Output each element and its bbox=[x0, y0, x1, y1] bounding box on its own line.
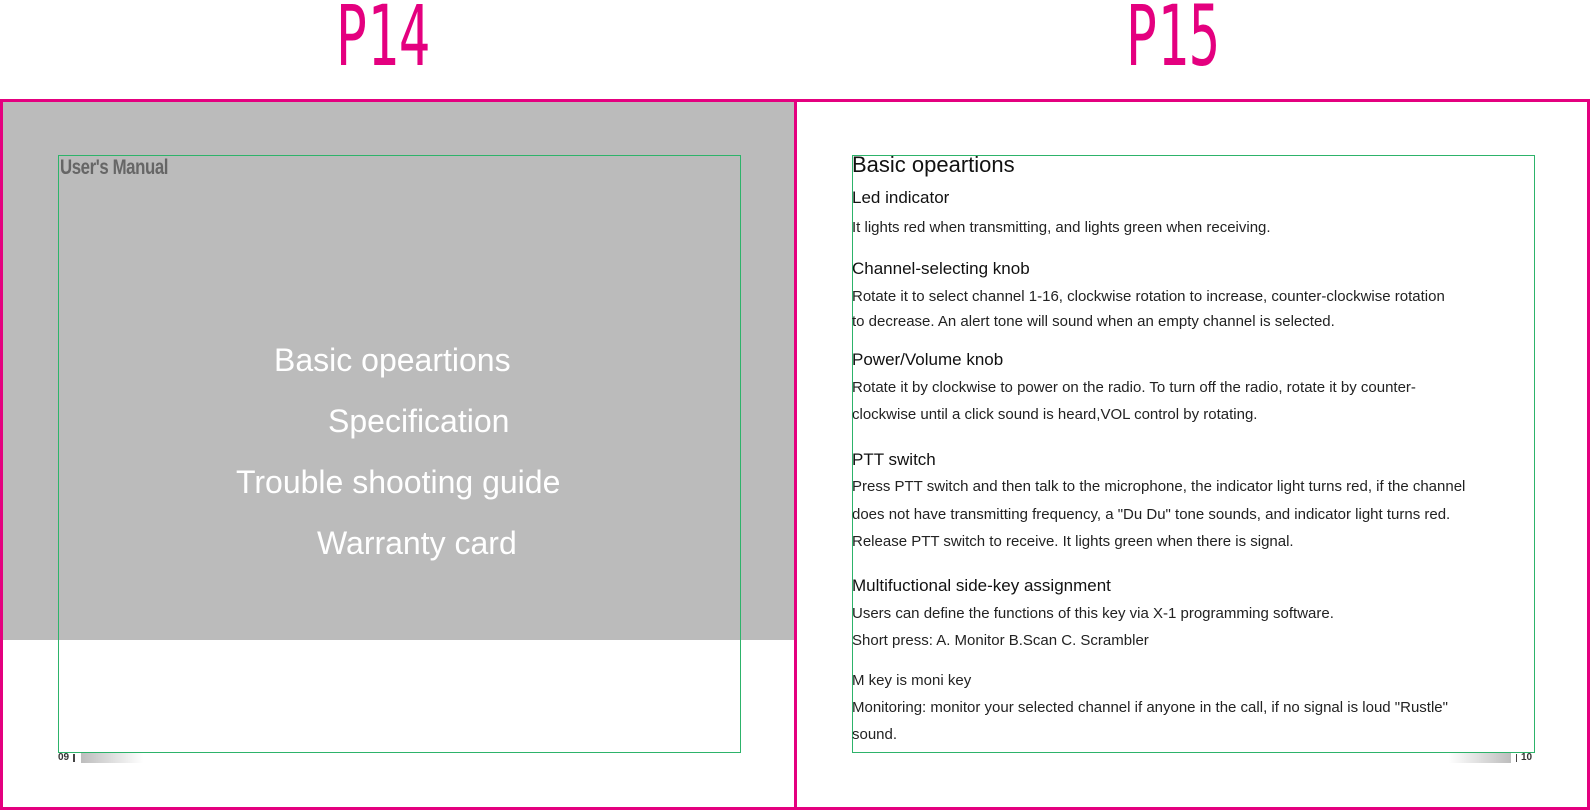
text-sidekey-line-2: Short press: A. Monitor B.Scan C. Scrambler bbox=[852, 632, 1149, 649]
folio-gradient-right bbox=[1449, 753, 1511, 763]
folio-divider-right bbox=[1516, 754, 1517, 762]
section-title: Basic opeartions bbox=[852, 152, 1015, 177]
toc-item-trouble-shooting: Trouble shooting guide bbox=[236, 464, 561, 500]
heading-ptt-switch: PTT switch bbox=[852, 450, 936, 469]
text-channel-line-2: to decrease. An alert tone will sound when an empty channel is selected. bbox=[852, 313, 1335, 330]
page-label-left: P14 bbox=[336, 0, 431, 85]
text-mkey-line-2: sound. bbox=[852, 726, 898, 743]
text-channel-line-1: Rotate it to select channel 1-16, clockwise rotation to increase, counter-clockwise rotation bbox=[852, 288, 1445, 305]
text-mkey-line-1: Monitoring: monitor your selected channel if anyone in the call, if no signal is loud "Rustle" bbox=[852, 699, 1448, 716]
right-margin-guide bbox=[852, 155, 1535, 753]
text-power-line-2: clockwise until a click sound is heard,VOL control by rotating. bbox=[852, 406, 1258, 423]
toc-item-basic-operations: Basic opeartions bbox=[274, 342, 511, 378]
text-led-line-1: It lights red when transmitting, and lights green when receiving. bbox=[852, 219, 1271, 236]
manual-title: User's Manual bbox=[60, 156, 169, 179]
page-number-right: 10 bbox=[1521, 752, 1533, 763]
page-spread bbox=[0, 99, 1590, 810]
heading-side-key: Multifuctional side-key assignment bbox=[852, 576, 1111, 595]
page-number-left: 09 bbox=[58, 752, 70, 763]
text-mkey-heading: M key is moni key bbox=[852, 672, 972, 689]
text-sidekey-line-1: Users can define the functions of this key via X-1 programming software. bbox=[852, 605, 1334, 622]
text-ptt-line-2: does not have transmitting frequency, a "Du Du" tone sounds, and indicator light turns red. bbox=[852, 506, 1451, 523]
heading-power-volume: Power/Volume knob bbox=[852, 350, 1004, 369]
text-ptt-line-3: Release PTT switch to receive. It lights green when there is signal. bbox=[852, 533, 1294, 550]
text-ptt-line-1: Press PTT switch and then talk to the microphone, the indicator light turns red, if the channel bbox=[852, 478, 1466, 495]
heading-channel-knob: Channel-selecting knob bbox=[852, 259, 1030, 278]
folio-divider-left bbox=[73, 754, 75, 762]
text-power-line-1: Rotate it by clockwise to power on the radio. To turn off the radio, rotate it by counter- bbox=[852, 379, 1416, 396]
toc-item-specification: Specification bbox=[328, 403, 510, 439]
left-page bbox=[0, 99, 797, 810]
page-label-right: P15 bbox=[1126, 0, 1221, 85]
left-margin-guide bbox=[58, 155, 741, 753]
heading-led-indicator: Led indicator bbox=[852, 188, 950, 207]
folio-gradient-left bbox=[81, 753, 143, 763]
toc-item-warranty-card: Warranty card bbox=[317, 525, 517, 561]
